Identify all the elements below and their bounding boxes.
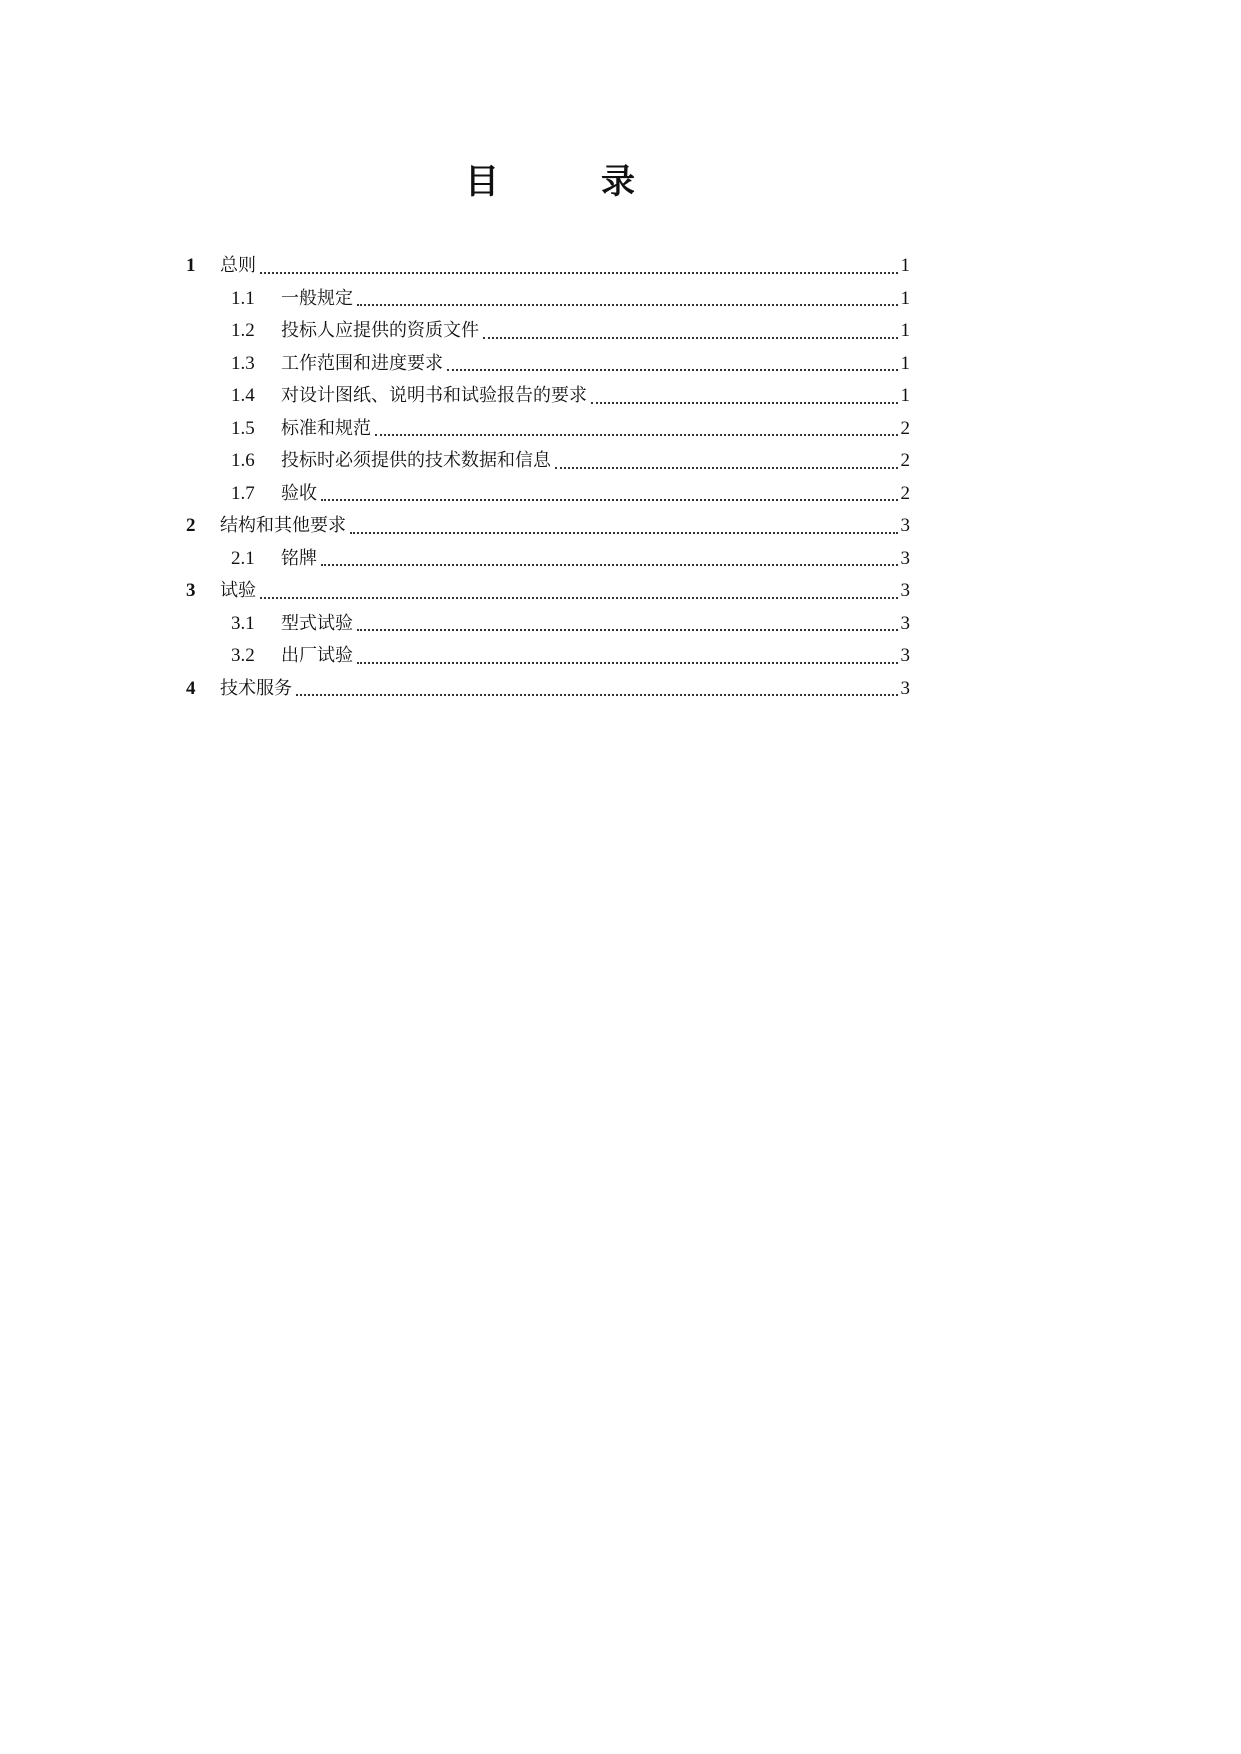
toc-entry[interactable] [186,250,910,283]
toc-entry-title: 工作范围和进度要求 [281,352,443,374]
toc-entry-title: 一般规定 [281,287,353,309]
toc-entry-title: 总则 [220,255,256,276]
toc-entry[interactable] [186,283,910,316]
toc-dot-leader [373,413,898,446]
toc-dot-leader [355,640,898,673]
toc-dot-leader [319,543,898,576]
toc-entry-number: 1 [186,255,196,276]
toc-entry-title: 技术服务 [220,677,292,699]
toc-dot-leader [589,380,898,413]
toc-entry-page: 1 [900,287,910,309]
toc-entry[interactable] [186,445,910,478]
toc-entry-number: 1.5 [231,417,255,439]
toc-entry-title: 出厂试验 [281,645,353,666]
toc-entry-title: 投标时必须提供的技术数据和信息 [281,450,551,471]
toc-entry-title: 标准和规范 [281,417,371,439]
toc-dot-leader [348,510,898,543]
toc-entry[interactable] [186,315,910,348]
toc-entry[interactable] [186,478,910,511]
toc-entry-page: 3 [900,580,910,601]
toc-entry-title: 型式试验 [281,612,353,634]
toc-dot-leader [355,283,898,316]
toc-entry-page: 2 [900,450,910,471]
toc-entry-page: 2 [900,417,910,439]
toc-entry-title: 结构和其他要求 [220,515,346,536]
toc-entry[interactable] [186,510,910,543]
toc-entry[interactable] [186,575,910,608]
toc-entry-title: 对设计图纸、说明书和试验报告的要求 [281,385,587,406]
table-of-contents [186,250,910,705]
toc-entry-page: 3 [900,515,910,536]
toc-entry-number: 2.1 [231,547,255,569]
toc-entry-page: 1 [900,385,910,406]
toc-entry-page: 1 [900,255,910,276]
toc-entry-title: 投标人应提供的资质文件 [281,320,479,341]
toc-dot-leader [553,445,898,478]
toc-dot-leader [294,673,898,706]
toc-entry-number: 1.6 [231,450,255,471]
toc-entry-number: 3 [186,580,196,601]
toc-entry-number: 1.1 [231,287,255,309]
toc-entry[interactable] [186,673,910,706]
toc-dot-leader [319,478,898,511]
toc-entry-number: 1.7 [231,482,255,504]
toc-entry[interactable] [186,543,910,576]
toc-entry-title: 铭牌 [281,547,317,569]
toc-dot-leader [481,315,898,348]
toc-entry-page: 3 [900,645,910,666]
toc-entry-number: 2 [186,515,196,536]
toc-entry[interactable] [186,640,910,673]
toc-entry-number: 3.1 [231,612,255,634]
toc-entry[interactable] [186,413,910,446]
toc-dot-leader [258,250,898,283]
toc-entry[interactable] [186,348,910,381]
toc-entry-number: 1.2 [231,320,255,341]
toc-entry-page: 1 [900,320,910,341]
toc-dot-leader [445,348,898,381]
toc-entry[interactable] [186,380,910,413]
toc-entry-page: 3 [900,677,910,699]
toc-dot-leader [258,575,898,608]
toc-entry-title: 验收 [281,482,317,504]
toc-entry-title: 试验 [220,580,256,601]
toc-entry-page: 1 [900,352,910,374]
toc-entry-page: 2 [900,482,910,504]
toc-entry-page: 3 [900,547,910,569]
toc-entry-number: 4 [186,677,196,699]
toc-entry[interactable] [186,608,910,641]
page-title: 目 录 [465,162,669,202]
toc-entry-page: 3 [900,612,910,634]
toc-entry-number: 1.3 [231,352,255,374]
toc-dot-leader [355,608,898,641]
toc-entry-number: 3.2 [231,645,255,666]
toc-entry-number: 1.4 [231,385,255,406]
